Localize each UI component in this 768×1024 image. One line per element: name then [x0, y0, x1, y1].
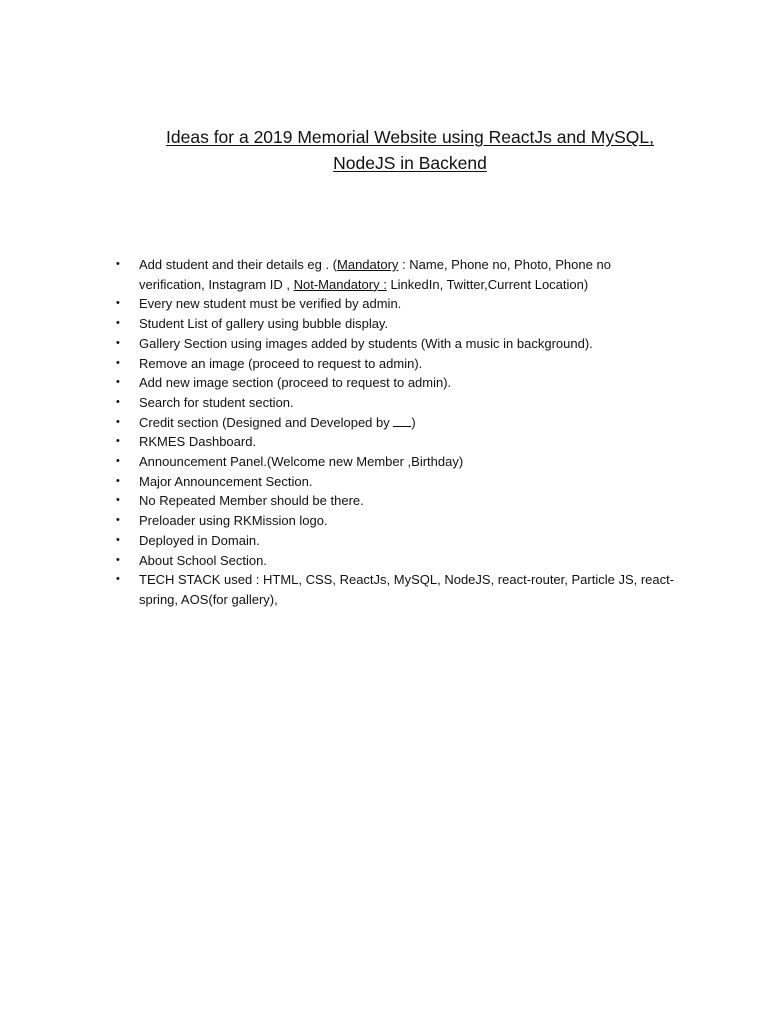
list-item	[116, 511, 676, 531]
mandatory-label: Mandatory	[337, 257, 399, 272]
item-text: TECH STACK used : HTML, CSS, ReactJs, MySQL, NodeJS, react-router, Particle JS, react-spring, AOS(for gallery),	[139, 572, 675, 607]
list-item	[116, 334, 676, 354]
list-item	[116, 314, 676, 334]
list-item	[116, 393, 676, 413]
list-item	[116, 570, 676, 609]
bullet-icon: •	[116, 553, 120, 566]
item-text: About School Section.	[139, 552, 267, 568]
bullet-icon: •	[116, 474, 120, 487]
item-text: : Name, Phone no, Photo, Phone no verification, Instagram ID ,	[139, 257, 611, 292]
list-item	[116, 531, 676, 551]
item-text: RKMES Dashboard.	[139, 434, 257, 450]
item-text: Student List of gallery using bubble display.	[139, 316, 389, 332]
item-text: Major Announcement Section.	[139, 473, 313, 489]
item-text: Gallery Section using images added by students (With a music in background).	[139, 335, 593, 351]
bullet-icon: •	[116, 356, 120, 369]
item-text: Credit section (Designed and Developed by	[139, 414, 394, 430]
not-mandatory-label: Not-Mandatory :	[293, 276, 387, 292]
item-text: )	[411, 414, 416, 430]
item-text: Preloader using RKMission logo.	[139, 513, 328, 529]
list-item	[116, 294, 676, 314]
bullet-icon: •	[116, 435, 120, 448]
item-text: LinkedIn, Twitter,Current Location)	[386, 276, 589, 292]
title-line-2: NodeJS in Backend	[333, 153, 487, 173]
item-text: Add student and their details eg . (	[139, 257, 338, 272]
bullet-icon: •	[116, 258, 120, 270]
bullet-icon: •	[116, 533, 120, 546]
bullet-icon: •	[116, 376, 120, 389]
title-line-1: Ideas for a 2019 Memorial Website using ReactJs and MySQL,	[166, 127, 654, 147]
list-item	[116, 432, 676, 452]
bullet-icon: •	[116, 297, 120, 310]
item-text: Announcement Panel.(Welcome new Member ,Birthday)	[139, 454, 464, 470]
list-item	[116, 413, 676, 433]
item-text: Search for student section.	[139, 394, 294, 410]
list-item	[116, 472, 676, 492]
list-item	[116, 551, 676, 571]
item-text: Add new image section (proceed to request to admin).	[139, 375, 452, 391]
bullet-icon: •	[116, 573, 120, 586]
bullet-icon: •	[116, 336, 120, 349]
list-item	[116, 373, 676, 393]
item-text: Every new student must be verified by admin.	[139, 296, 402, 312]
bullet-icon: •	[116, 317, 120, 330]
list-item	[116, 452, 676, 472]
list-item	[116, 255, 676, 294]
ideas-list	[116, 255, 676, 610]
bullet-icon: •	[116, 455, 120, 468]
list-item	[116, 491, 676, 511]
item-text: Remove an image (proceed to request to admin).	[139, 355, 423, 371]
bullet-icon: •	[116, 395, 120, 408]
blank-underline	[393, 414, 411, 427]
document-title	[110, 124, 710, 176]
bullet-icon: •	[116, 415, 120, 428]
bullet-icon: •	[116, 514, 120, 527]
bullet-icon: •	[116, 494, 120, 507]
item-text: No Repeated Member should be there.	[139, 493, 364, 509]
item-text: Deployed in Domain.	[139, 532, 260, 548]
list-item	[116, 354, 676, 374]
